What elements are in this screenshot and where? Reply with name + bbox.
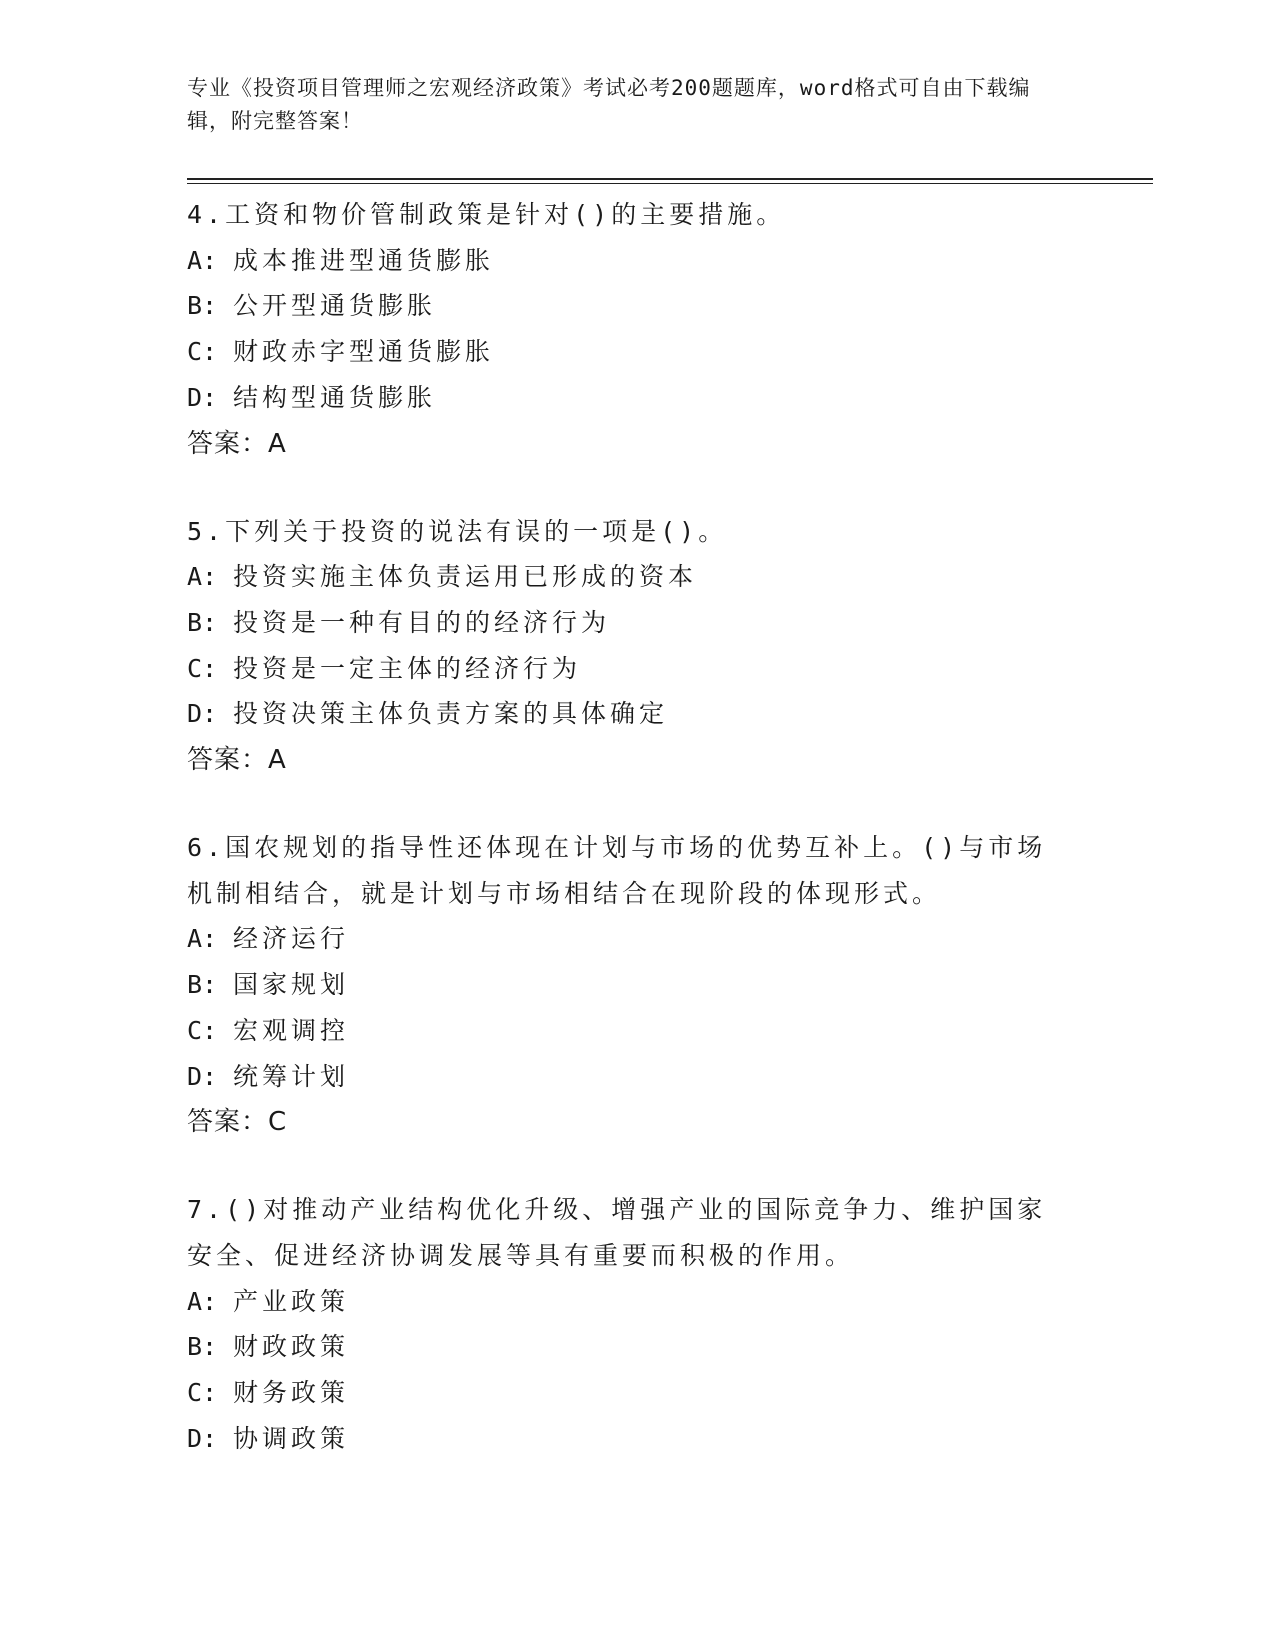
question-6	[187, 825, 1067, 1145]
option-b	[187, 600, 1067, 646]
option-b	[187, 283, 1067, 329]
option-a	[187, 1279, 1067, 1325]
question-text: 6.国农规划的指导性还体现在计划与市场的优势互补上。()与市场机制相结合，就是计划与市场相结合在现阶段的体现形式。	[187, 833, 1047, 908]
option-letter: B:	[187, 1332, 218, 1362]
option-c	[187, 329, 1067, 375]
answer-line: 答案：A	[187, 745, 287, 776]
option-text: 投资是一定主体的经济行为	[233, 653, 582, 683]
option-letter: D:	[187, 382, 218, 412]
option-letter: C:	[187, 1378, 218, 1408]
option-text: 财政赤字型通货膨胀	[233, 337, 495, 367]
option-d	[187, 1054, 1067, 1100]
option-letter: A:	[187, 562, 218, 592]
option-d	[187, 1416, 1067, 1462]
document-header: 专业《投资项目管理师之宏观经济政策》考试必考200题题库，word格式可自由下载编辑，附完整答案！	[187, 76, 1031, 133]
option-text: 结构型通货膨胀	[233, 382, 437, 412]
option-text: 投资决策主体负责方案的具体确定	[233, 699, 669, 729]
option-letter: D:	[187, 1061, 218, 1091]
option-b	[187, 1324, 1067, 1370]
question-list	[187, 192, 1067, 1503]
option-text: 统筹计划	[233, 1061, 350, 1091]
option-c	[187, 646, 1067, 692]
question-4	[187, 192, 1067, 467]
option-d	[187, 375, 1067, 421]
answer-line: 答案：C	[187, 1107, 288, 1138]
answer-line: 答案：A	[187, 428, 287, 459]
option-text: 成本推进型通货膨胀	[233, 245, 495, 275]
option-letter: D:	[187, 1423, 218, 1453]
option-text: 产业政策	[233, 1286, 350, 1316]
option-letter: A:	[187, 924, 218, 954]
option-letter: A:	[187, 1286, 218, 1316]
option-text: 宏观调控	[233, 1015, 350, 1045]
option-letter: B:	[187, 607, 218, 637]
question-7	[187, 1187, 1067, 1461]
option-a	[187, 916, 1067, 962]
question-text: 4.工资和物价管制政策是针对()的主要措施。	[187, 200, 786, 229]
option-c	[187, 1008, 1067, 1054]
option-text: 财政政策	[233, 1332, 350, 1362]
option-text: 经济运行	[233, 924, 350, 954]
option-text: 财务政策	[233, 1378, 350, 1408]
option-letter: B:	[187, 970, 218, 1000]
option-letter: A:	[187, 245, 218, 275]
option-a	[187, 238, 1067, 284]
option-letter: D:	[187, 699, 218, 729]
option-d	[187, 691, 1067, 737]
option-text: 投资实施主体负责运用已形成的资本	[233, 562, 698, 592]
option-b	[187, 962, 1067, 1008]
option-text: 投资是一种有目的的经济行为	[233, 607, 611, 637]
header-divider	[187, 178, 1153, 184]
option-letter: C:	[187, 653, 218, 683]
option-letter: C:	[187, 1015, 218, 1045]
option-letter: B:	[187, 291, 218, 321]
question-5	[187, 509, 1067, 784]
option-text: 国家规划	[233, 970, 350, 1000]
option-text: 协调政策	[233, 1423, 350, 1453]
question-text: 7.()对推动产业结构优化升级、增强产业的国际竞争力、维护国家安全、促进经济协调发展等具有重要而积极的作用。	[187, 1195, 1047, 1270]
option-text: 公开型通货膨胀	[233, 291, 437, 321]
question-text: 5.下列关于投资的说法有误的一项是()。	[187, 516, 728, 546]
option-letter: C:	[187, 337, 218, 367]
option-a	[187, 554, 1067, 600]
option-c	[187, 1370, 1067, 1416]
